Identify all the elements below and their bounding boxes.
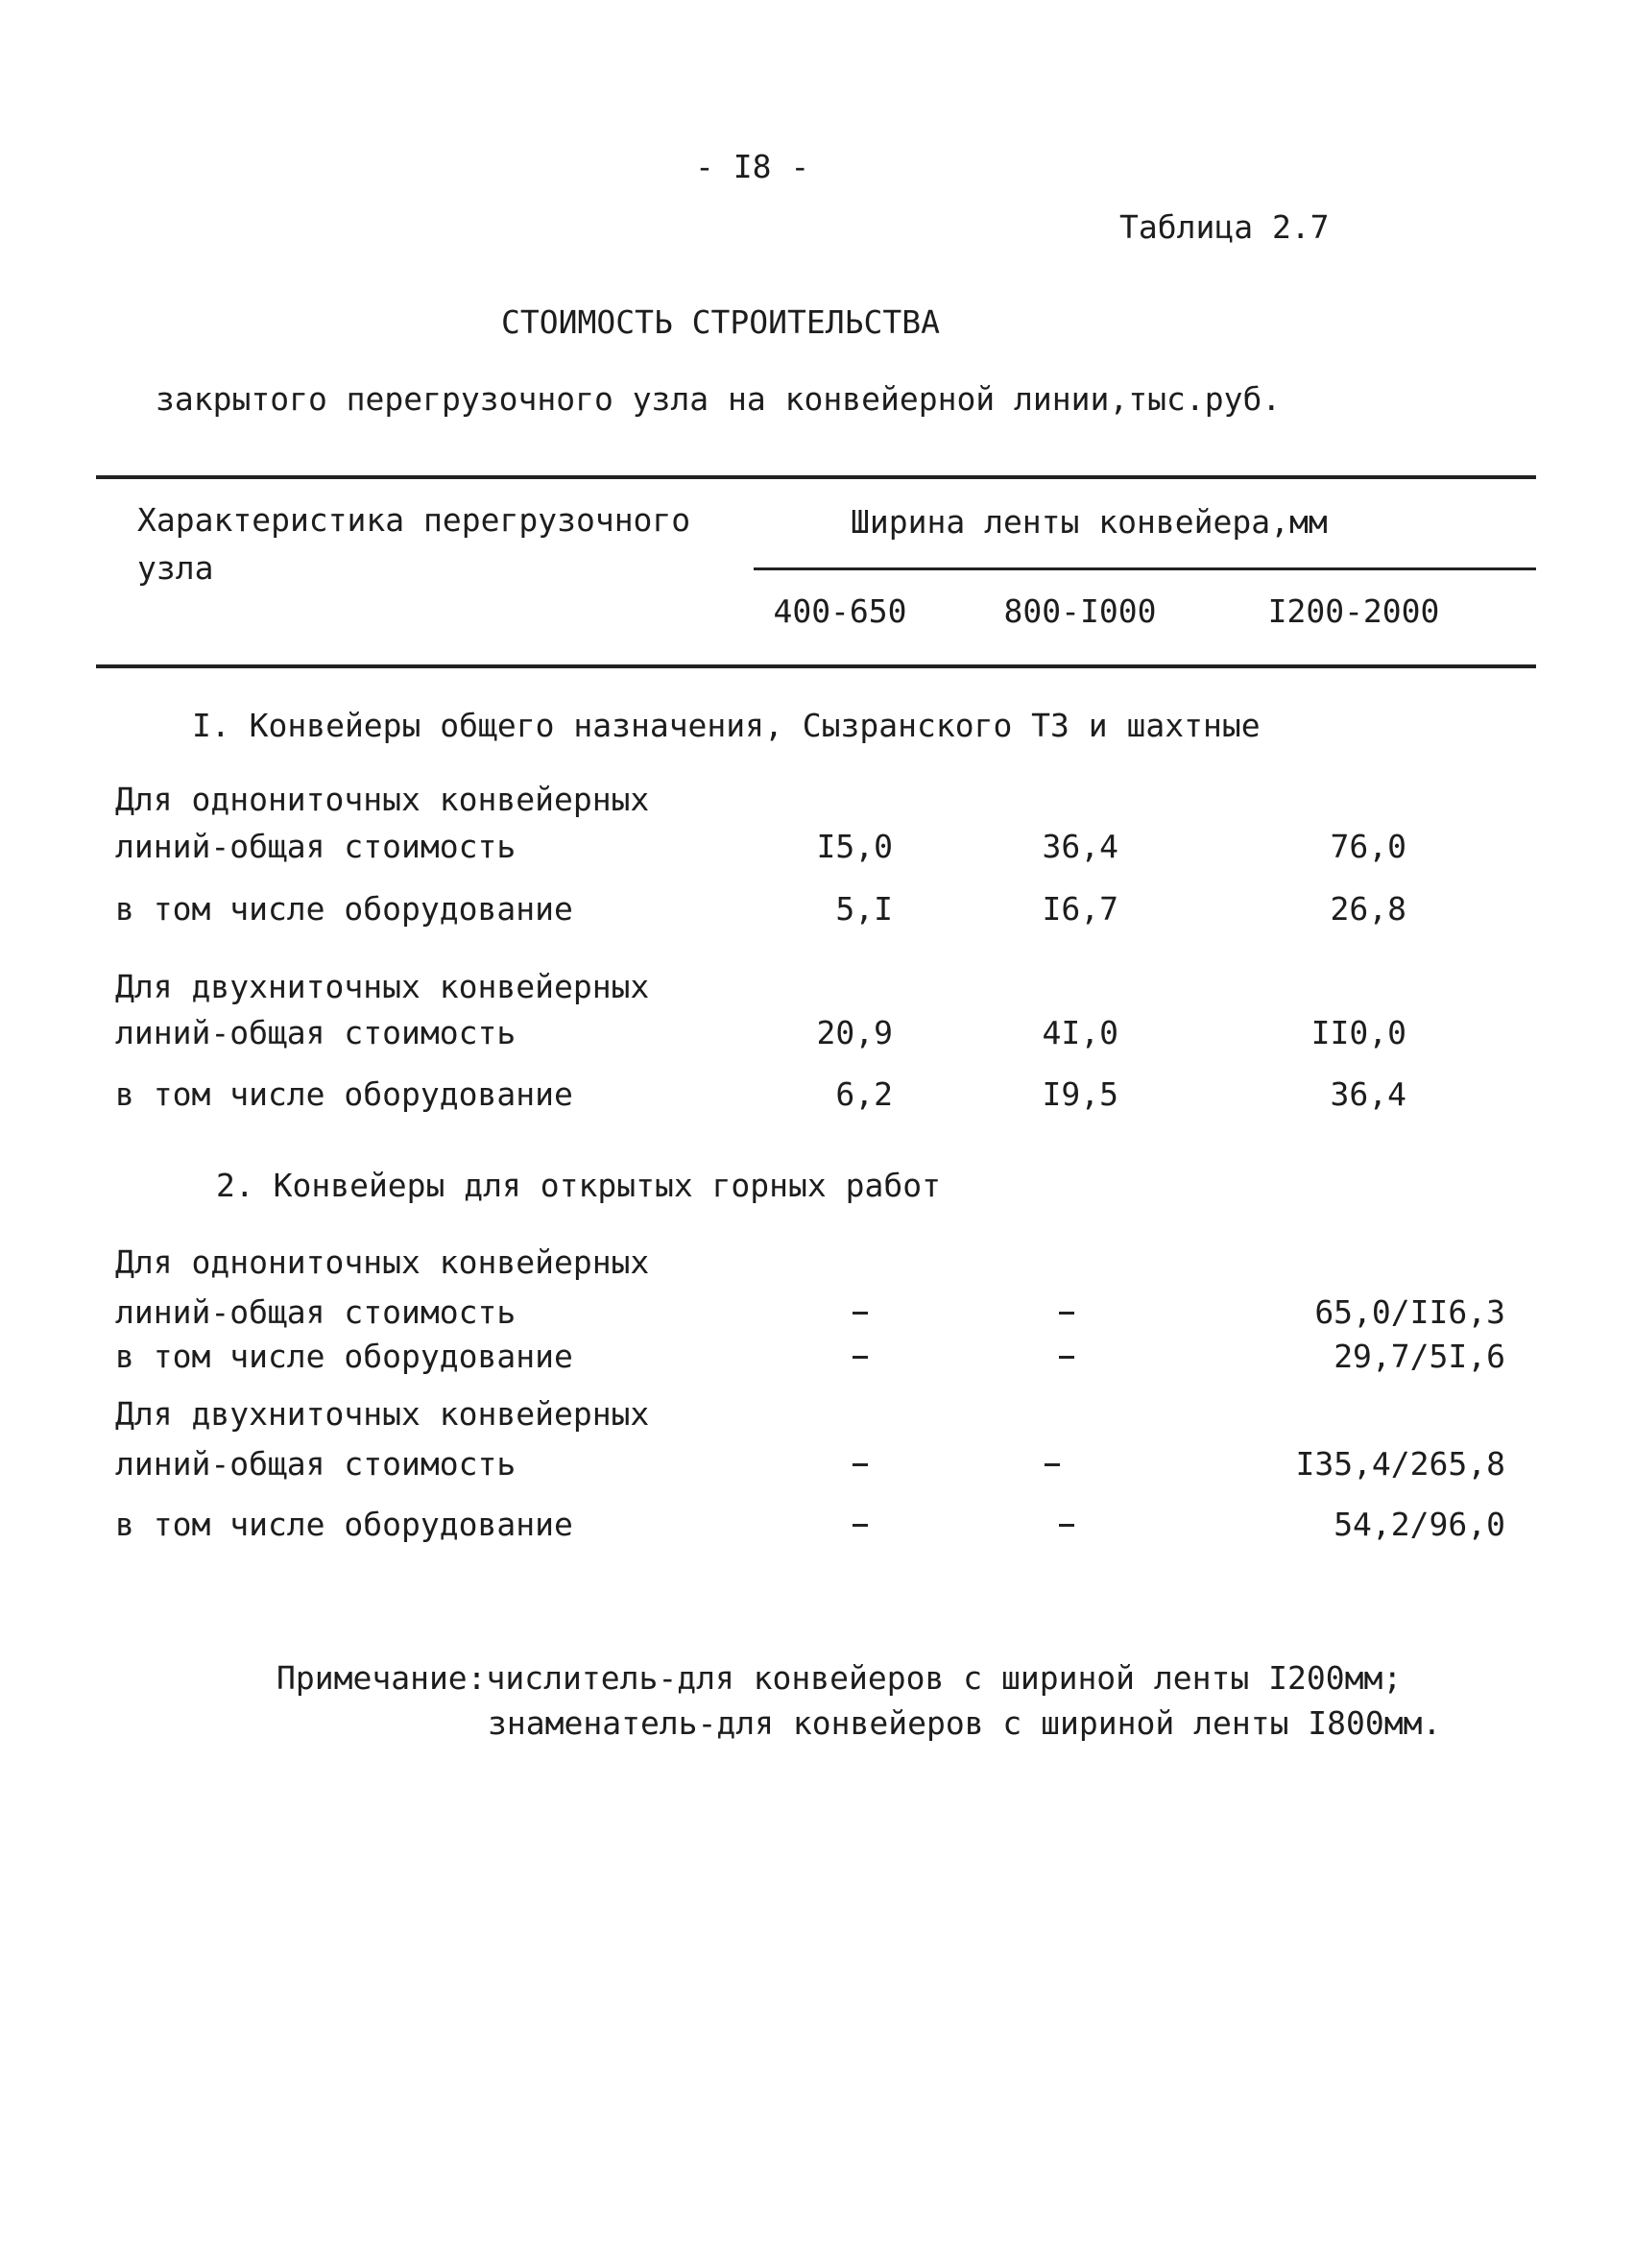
section-1-title: I. Конвейеры общего назначения, Сызранского ТЗ и шахтные bbox=[192, 707, 1261, 744]
row-label: Для однониточных конвейерных bbox=[115, 1243, 650, 1281]
row-label: линий-общая стоимость bbox=[115, 1445, 517, 1483]
cell-value: I6,7 bbox=[1042, 890, 1118, 928]
row-label: в том числе оборудование bbox=[115, 890, 573, 928]
header-divider-rule bbox=[754, 567, 1536, 570]
row-label: линий-общая стоимость bbox=[115, 828, 517, 865]
cell-value: II0,0 bbox=[1310, 1014, 1406, 1051]
cell-value: 76,0 bbox=[1330, 828, 1406, 865]
cell-value: 29,7/5I,6 bbox=[1334, 1338, 1505, 1375]
row-label: в том числе оборудование bbox=[115, 1338, 573, 1375]
cell-value: I35,4/265,8 bbox=[1295, 1445, 1505, 1483]
header-col-400-650: 400-650 bbox=[773, 592, 907, 630]
cell-value: 4I,0 bbox=[1042, 1014, 1118, 1051]
cell-value bbox=[739, 1293, 893, 1332]
header-col-800-1000: 800-I000 bbox=[1003, 592, 1157, 630]
row-label: в том числе оборудование bbox=[115, 1506, 573, 1543]
cell-value bbox=[960, 1506, 1118, 1544]
header-characteristic-line2: узла bbox=[137, 549, 214, 587]
header-col-1200-2000: I200-2000 bbox=[1267, 592, 1440, 630]
note-line-1: Примечание:числитель-для конвейеров с шириной ленты I200мм; bbox=[276, 1659, 1403, 1697]
cell-value: I5,0 bbox=[816, 828, 893, 865]
header-characteristic-line1: Характеристика перегрузочного bbox=[137, 501, 691, 539]
cell-value bbox=[960, 1293, 1118, 1332]
cell-value bbox=[946, 1445, 1104, 1484]
cell-value: I9,5 bbox=[1042, 1075, 1118, 1113]
cell-value: 65,0/II6,3 bbox=[1314, 1293, 1505, 1331]
cell-value: 36,4 bbox=[1330, 1075, 1406, 1113]
row-label: Для однониточных конвейерных bbox=[115, 781, 650, 818]
row-label: Для двухниточных конвейерных bbox=[115, 1395, 650, 1433]
row-label: Для двухниточных конвейерных bbox=[115, 968, 650, 1005]
section-2-title: 2. Конвейеры для открытых горных работ bbox=[216, 1167, 941, 1204]
table-title: СТОИМОСТЬ СТРОИТЕЛЬСТВА bbox=[501, 303, 940, 341]
cell-value bbox=[739, 1445, 893, 1484]
table-label: Таблица 2.7 bbox=[1119, 208, 1330, 246]
header-bottom-rule bbox=[96, 664, 1536, 668]
row-label: линий-общая стоимость bbox=[115, 1014, 517, 1051]
row-label: линий-общая стоимость bbox=[115, 1293, 517, 1331]
cell-value: 20,9 bbox=[816, 1014, 893, 1051]
table-top-rule bbox=[96, 475, 1536, 479]
cell-value: 54,2/96,0 bbox=[1334, 1506, 1505, 1543]
header-width-group: Ширина ленты конвейера,мм bbox=[851, 503, 1328, 541]
cell-value bbox=[739, 1506, 893, 1544]
note-line-2: знаменатель-для конвейеров с шириной ленты I800мм. bbox=[488, 1704, 1442, 1742]
row-label: в том числе оборудование bbox=[115, 1075, 573, 1113]
cell-value bbox=[739, 1338, 893, 1376]
cell-value: 36,4 bbox=[1042, 828, 1118, 865]
cell-value: 26,8 bbox=[1330, 890, 1406, 928]
cell-value bbox=[960, 1338, 1118, 1376]
cell-value: 6,2 bbox=[835, 1075, 893, 1113]
cell-value: 5,I bbox=[835, 890, 893, 928]
table-subtitle: закрытого перегрузочного узла на конвейерной линии,тыс.руб. bbox=[156, 380, 1282, 418]
page-number: - I8 - bbox=[695, 148, 810, 185]
